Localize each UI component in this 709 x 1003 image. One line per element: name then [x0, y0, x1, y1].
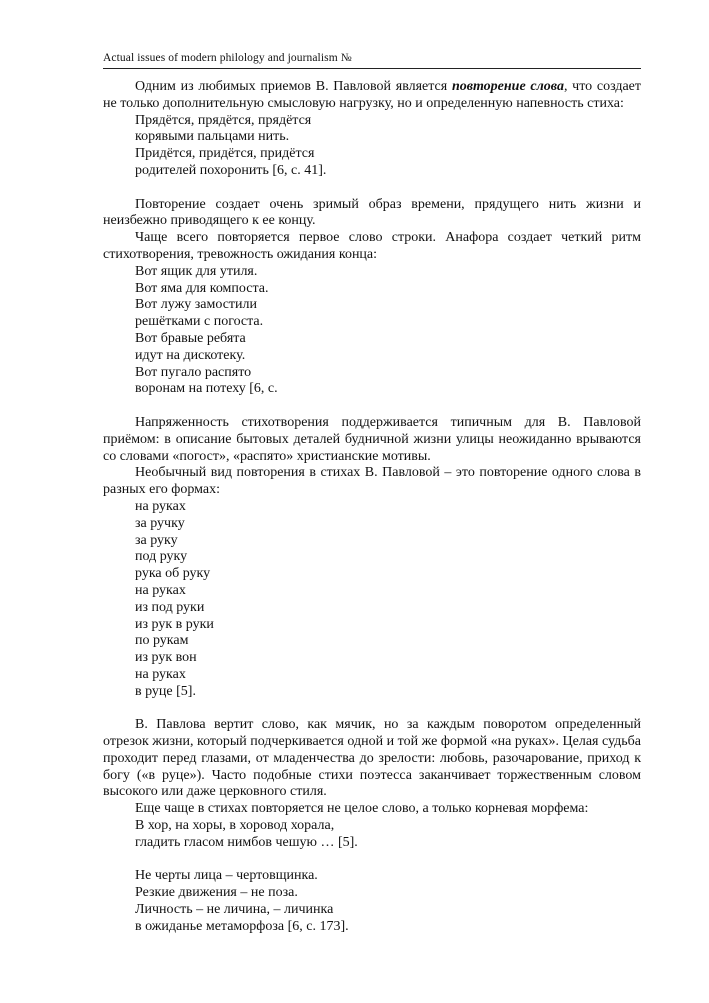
verse-line: за руку: [135, 532, 178, 548]
spacer: [103, 398, 641, 415]
verse-line: по рукам: [135, 633, 189, 649]
verse-line: в руце [5].: [135, 683, 196, 699]
verse-line: Вот бравые ребята: [135, 330, 246, 346]
verse-line: из рук вон: [135, 650, 197, 666]
verse-line: родителей похоронить [6, с. 41].: [135, 162, 327, 178]
verse-line: под руку: [135, 549, 188, 565]
running-header: Actual issues of modern philology and journalism №: [103, 52, 352, 64]
poem-excerpt-2: [103, 264, 641, 398]
verse-line: воронам на потеху [6, с.: [135, 381, 278, 397]
verse-line: Не черты лица – чертовщинка.: [135, 868, 318, 884]
verse-line: В хор, на хоры, в хоровод хорала,: [135, 818, 335, 834]
paragraph-1-text-a: Одним из любимых приемов В. Павловой является: [135, 79, 452, 94]
verse-line: Вот пугало распято: [135, 364, 252, 380]
emphasis-term: повторение слова: [451, 79, 564, 94]
verse-line: на руках: [135, 582, 186, 598]
verse-line: на руках: [135, 498, 186, 514]
header-rule: [103, 68, 641, 69]
paragraph-6: В. Павлова вертит слово, как мячик, но за каждым поворотом определенный отрезок жизни, который подчеркивается одной и той же формой «на руках». Целая судьба проходит перед глазами, от младенчества до зрелости: любовь, разочарование, приход к богу («в руце»). Часто подобные стихи поэтесса заканчивает торжественным словом высокого или даже церковного стиля.: [103, 717, 641, 800]
verse-line: Придётся, придётся, придётся: [135, 146, 315, 162]
verse-line: за ручку: [135, 515, 185, 531]
paragraph-2: Повторение создает очень зримый образ времени, прядущего нить жизни и неизбежно приводящего к ее концу.: [103, 196, 641, 229]
poem-excerpt-1: [103, 113, 641, 180]
verse-line: решётками с погоста.: [135, 314, 264, 330]
verse-line: идут на дискотеку.: [135, 347, 246, 363]
verse-line: Вот ящик для утиля.: [135, 263, 258, 279]
spacer: [103, 180, 641, 197]
verse-line: в ожиданье метаморфоза [6, с. 173].: [135, 918, 349, 934]
article-body: [103, 79, 641, 936]
verse-line: на руках: [135, 666, 186, 682]
verse-line: рука об руку: [135, 566, 211, 582]
verse-line: Прядётся, прядётся, прядётся: [135, 112, 312, 128]
verse-line: Вот лужу замостили: [135, 297, 258, 313]
paragraph-3: Чаще всего повторяется первое слово строки. Анафора создает четкий ритм стихотворения, тревожность ожидания конца:: [103, 230, 641, 262]
verse-line: из рук в руки: [135, 616, 214, 632]
spacer: [103, 852, 641, 869]
paragraph-5: Необычный вид повторения в стихах В. Павловой – это повторение одного слова в разных его формах:: [103, 465, 641, 498]
verse-line: Вот яма для компоста.: [135, 280, 269, 296]
spacer: [103, 700, 641, 717]
poem-excerpt-3: [103, 499, 641, 701]
verse-line: Резкие движения – не поза.: [135, 885, 298, 901]
verse-line: Личность – не личина, – личинка: [135, 902, 334, 918]
paragraph-1: [103, 79, 641, 113]
verse-line: из под руки: [135, 599, 205, 615]
verse-line: гладить гласом нимбов чешую … [5].: [135, 834, 358, 850]
paragraph-4: Напряженность стихотворения поддерживается типичным для В. Павловой приёмом: в описание бытовых деталей будничной жизни улицы неожиданно врываются со словами «погост», «распято» христианские мотивы.: [103, 414, 641, 464]
poem-excerpt-4: [103, 818, 641, 852]
verse-line: корявыми пальцами нить.: [135, 129, 290, 145]
poem-excerpt-5: [103, 868, 641, 935]
paragraph-1-text-b: , что создает не только дополнительную смысловую нагрузку, но и определенную напевность стиха:: [103, 79, 642, 111]
paragraph-7: Еще чаще в стихах повторяется не целое слово, а только корневая морфема:: [135, 801, 589, 817]
